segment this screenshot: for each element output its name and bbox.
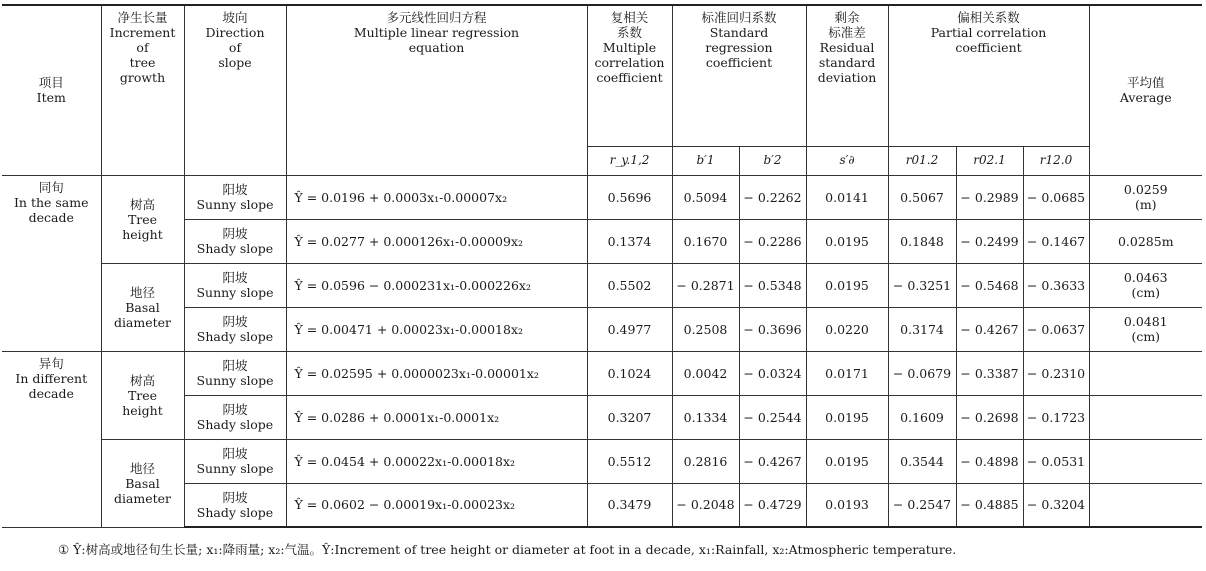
value-cell-p2: − 0.5468 xyxy=(956,263,1023,307)
value-cell-b2: − 0.2262 xyxy=(739,175,806,219)
header-average xyxy=(1089,5,1202,175)
equation-cell: Ŷ = 0.00471 + 0.00023x₁-0.00018x₂ xyxy=(286,307,587,351)
table-row xyxy=(2,439,1202,483)
subgroup-en: Basal xyxy=(125,299,160,315)
value-cell-r: 0.5696 xyxy=(587,175,672,219)
header-residual-en: standard xyxy=(818,55,876,70)
value-cell-p3: − 0.0685 xyxy=(1023,175,1089,219)
subgroup-en: diameter xyxy=(113,314,172,330)
value-cell-p1: − 0.2547 xyxy=(888,483,956,527)
direction-cell xyxy=(184,351,286,395)
direction-zh: 阴坡 xyxy=(222,489,248,505)
value-cell-b1: 0.2508 xyxy=(672,307,739,351)
group-en: decade xyxy=(28,385,74,401)
subgroup-cell xyxy=(101,439,184,527)
direction-en: Shady slope xyxy=(196,329,274,344)
value-cell-p1: 0.3174 xyxy=(888,307,956,351)
value-cell-b2: − 0.2544 xyxy=(739,395,806,439)
header-increment xyxy=(101,5,184,175)
value-cell-b2: − 0.4729 xyxy=(739,483,806,527)
header-increment-en: Increment xyxy=(109,25,176,40)
direction-cell xyxy=(184,395,286,439)
header-row xyxy=(2,5,1202,146)
direction-en: Sunny slope xyxy=(196,461,274,476)
value-cell-s: 0.0195 xyxy=(806,395,888,439)
header-equation xyxy=(286,5,587,175)
symbol-r120: r12.0 xyxy=(1023,146,1089,175)
value-cell-p2: − 0.4898 xyxy=(956,439,1023,483)
value-cell-p1: 0.1848 xyxy=(888,219,956,263)
value-cell-p1: 0.3544 xyxy=(888,439,956,483)
header-standard-en: regression xyxy=(705,40,773,55)
header-multiple-en: coefficient xyxy=(596,70,663,85)
value-cell-b1: 0.2816 xyxy=(672,439,739,483)
value-cell-p2: − 0.4267 xyxy=(956,307,1023,351)
value-cell-p3: − 0.0637 xyxy=(1023,307,1089,351)
direction-zh: 阳坡 xyxy=(222,182,248,197)
direction-cell xyxy=(184,439,286,483)
header-equation-en: Multiple linear regression xyxy=(353,25,520,40)
header-multiple-en: correlation xyxy=(594,55,665,70)
direction-cell xyxy=(184,483,286,527)
header-partial-en: Partial correlation xyxy=(930,25,1047,40)
value-cell-b1: − 0.2048 xyxy=(672,483,739,527)
header-standard xyxy=(672,5,806,146)
subgroup-zh: 地径 xyxy=(129,460,155,476)
symbol-r012: r01.2 xyxy=(888,146,956,175)
group-en: In the same xyxy=(13,194,89,210)
direction-cell xyxy=(184,307,286,351)
value-cell-b1: 0.5094 xyxy=(672,175,739,219)
average-value: 0.0463 xyxy=(1123,270,1168,285)
value-cell-b1: 0.1334 xyxy=(672,395,739,439)
direction-en: Sunny slope xyxy=(196,285,274,300)
header-partial-zh: 偏相关系数 xyxy=(957,10,1020,25)
header-average-zh: 平均值 xyxy=(1127,75,1165,91)
header-increment-en: tree xyxy=(129,55,156,70)
value-cell-b1: 0.1670 xyxy=(672,219,739,263)
value-cell-b2: − 0.2286 xyxy=(739,219,806,263)
subgroup-en: Basal xyxy=(125,475,160,491)
regression-table-container xyxy=(2,4,1202,528)
subgroup-zh: 地径 xyxy=(129,284,155,300)
value-cell-r: 0.4977 xyxy=(587,307,672,351)
header-direction-en: of xyxy=(228,40,242,55)
value-cell-s: 0.0220 xyxy=(806,307,888,351)
symbol-b2: b′2 xyxy=(739,146,806,175)
value-cell-r: 0.1374 xyxy=(587,219,672,263)
table-body xyxy=(2,175,1202,527)
value-cell-r: 0.3479 xyxy=(587,483,672,527)
header-equation-zh: 多元线性回归方程 xyxy=(386,10,487,25)
header-standard-zh: 标准回归系数 xyxy=(701,10,777,25)
equation-cell: Ŷ = 0.0277 + 0.000126x₁-0.00009x₂ xyxy=(286,219,587,263)
direction-cell xyxy=(184,219,286,263)
symbol-r: r_y.1,2 xyxy=(587,146,672,175)
regression-table xyxy=(2,4,1202,528)
value-cell-b2: − 0.0324 xyxy=(739,351,806,395)
header-increment-zh: 净生长量 xyxy=(117,10,168,25)
header-partial-en: coefficient xyxy=(955,40,1022,55)
header-item-en: Item xyxy=(36,90,66,106)
header-increment-en: of xyxy=(136,40,149,55)
average-cell xyxy=(1089,483,1202,527)
header-direction-en: Direction xyxy=(205,25,265,40)
direction-zh: 阳坡 xyxy=(222,446,248,461)
value-cell-s: 0.0193 xyxy=(806,483,888,527)
value-cell-p2: − 0.3387 xyxy=(956,351,1023,395)
value-cell-p2: − 0.4885 xyxy=(956,483,1023,527)
value-cell-r: 0.5512 xyxy=(587,439,672,483)
subgroup-en: Tree xyxy=(127,387,158,403)
direction-zh: 阴坡 xyxy=(222,314,248,329)
header-direction-en: slope xyxy=(218,55,252,70)
header-residual-en: Residual xyxy=(819,40,875,55)
average-cell xyxy=(1089,219,1202,263)
footnote: ① Ŷ:树高或地径旬生长量; x₁:降雨量; x₂:气温。Ŷ:Increment of tree height or diameter at foot in a decade, x₁:Rainfall, x₂:Atmospheric temperature. xyxy=(58,542,957,557)
direction-en: Sunny slope xyxy=(196,197,274,212)
group-cell xyxy=(2,351,101,527)
average-value: 0.0481 xyxy=(1123,314,1168,329)
subgroup-zh: 树高 xyxy=(129,196,155,212)
value-cell-r: 0.3207 xyxy=(587,395,672,439)
value-cell-p1: 0.5067 xyxy=(888,175,956,219)
value-cell-p2: − 0.2499 xyxy=(956,219,1023,263)
group-zh: 同旬 xyxy=(38,179,64,195)
subgroup-en: height xyxy=(122,402,163,418)
symbol-r021: r02.1 xyxy=(956,146,1023,175)
value-cell-b1: 0.0042 xyxy=(672,351,739,395)
group-en: decade xyxy=(28,209,74,225)
value-cell-s: 0.0171 xyxy=(806,351,888,395)
direction-en: Shady slope xyxy=(196,417,274,432)
header-multiple-zh: 系数 xyxy=(616,25,642,40)
symbol-s: s′∂ xyxy=(806,146,888,175)
header-residual-zh: 标准差 xyxy=(828,25,866,40)
equation-cell: Ŷ = 0.0596 − 0.000231x₁-0.000226x₂ xyxy=(286,263,587,307)
direction-zh: 阴坡 xyxy=(222,226,248,241)
subgroup-zh: 树高 xyxy=(129,372,155,388)
header-average-en: Average xyxy=(1119,90,1172,106)
header-direction xyxy=(184,5,286,175)
value-cell-p3: − 0.3633 xyxy=(1023,263,1089,307)
value-cell-b1: − 0.2871 xyxy=(672,263,739,307)
header-equation-en: equation xyxy=(408,40,465,55)
average-value: 0.0285m xyxy=(1117,233,1174,249)
table-row xyxy=(2,263,1202,307)
direction-cell xyxy=(184,175,286,219)
equation-cell: Ŷ = 0.0454 + 0.00022x₁-0.00018x₂ xyxy=(286,439,587,483)
header-residual xyxy=(806,5,888,146)
subgroup-en: diameter xyxy=(113,490,172,506)
subgroup-cell xyxy=(101,263,184,351)
header-residual-en: deviation xyxy=(817,70,877,85)
symbol-b1: b′1 xyxy=(672,146,739,175)
average-cell xyxy=(1089,263,1202,307)
header-item xyxy=(2,5,101,175)
group-en: In different xyxy=(15,370,88,386)
average-unit: (cm) xyxy=(1131,285,1161,300)
header-increment-en: growth xyxy=(119,70,166,85)
value-cell-p3: − 0.1723 xyxy=(1023,395,1089,439)
average-cell xyxy=(1089,307,1202,351)
group-cell xyxy=(2,175,101,351)
header-partial xyxy=(888,5,1089,146)
subgroup-cell xyxy=(101,175,184,263)
value-cell-s: 0.0195 xyxy=(806,219,888,263)
value-cell-b2: − 0.5348 xyxy=(739,263,806,307)
direction-en: Shady slope xyxy=(196,504,274,520)
value-cell-s: 0.0195 xyxy=(806,439,888,483)
value-cell-p3: − 0.0531 xyxy=(1023,439,1089,483)
direction-en: Shady slope xyxy=(196,241,274,256)
average-value: 0.0259 xyxy=(1123,182,1168,197)
group-zh: 异旬 xyxy=(38,355,64,371)
direction-en: Sunny slope xyxy=(196,373,274,388)
equation-cell: Ŷ = 0.02595 + 0.0000023x₁-0.00001x₂ xyxy=(286,351,587,395)
value-cell-p2: − 0.2989 xyxy=(956,175,1023,219)
header-standard-en: coefficient xyxy=(705,55,773,70)
value-cell-b2: − 0.3696 xyxy=(739,307,806,351)
subgroup-cell xyxy=(101,351,184,439)
header-item-zh: 项目 xyxy=(38,75,64,91)
header-direction-zh: 坡向 xyxy=(222,10,248,25)
value-cell-p3: − 0.2310 xyxy=(1023,351,1089,395)
table-row xyxy=(2,351,1202,395)
value-cell-p1: 0.1609 xyxy=(888,395,956,439)
subgroup-en: Tree xyxy=(127,211,158,227)
header-multiple-zh: 复相关 xyxy=(610,10,649,25)
direction-zh: 阴坡 xyxy=(222,402,248,417)
average-cell xyxy=(1089,439,1202,483)
direction-zh: 阳坡 xyxy=(222,358,248,373)
value-cell-s: 0.0141 xyxy=(806,175,888,219)
equation-cell: Ŷ = 0.0196 + 0.0003x₁-0.00007x₂ xyxy=(286,175,587,219)
value-cell-r: 0.1024 xyxy=(587,351,672,395)
subgroup-en: height xyxy=(122,226,163,242)
value-cell-b2: − 0.4267 xyxy=(739,439,806,483)
value-cell-s: 0.0195 xyxy=(806,263,888,307)
header-multiple xyxy=(587,5,672,146)
value-cell-p1: − 0.3251 xyxy=(888,263,956,307)
average-unit: (m) xyxy=(1134,197,1157,212)
equation-cell: Ŷ = 0.0286 + 0.0001x₁-0.0001x₂ xyxy=(286,395,587,439)
average-cell xyxy=(1089,395,1202,439)
equation-cell: Ŷ = 0.0602 − 0.00019x₁-0.00023x₂ xyxy=(286,483,587,527)
header-residual-zh: 剩余 xyxy=(834,10,860,25)
direction-cell xyxy=(184,263,286,307)
average-cell xyxy=(1089,351,1202,395)
average-unit: (cm) xyxy=(1131,329,1161,344)
value-cell-p3: − 0.1467 xyxy=(1023,219,1089,263)
value-cell-p1: − 0.0679 xyxy=(888,351,956,395)
average-cell xyxy=(1089,175,1202,219)
table-row xyxy=(2,175,1202,219)
value-cell-r: 0.5502 xyxy=(587,263,672,307)
header-multiple-en: Multiple xyxy=(602,40,657,55)
header-standard-en: Standard xyxy=(709,25,769,40)
value-cell-p2: − 0.2698 xyxy=(956,395,1023,439)
direction-zh: 阳坡 xyxy=(222,270,248,285)
value-cell-p3: − 0.3204 xyxy=(1023,483,1089,527)
